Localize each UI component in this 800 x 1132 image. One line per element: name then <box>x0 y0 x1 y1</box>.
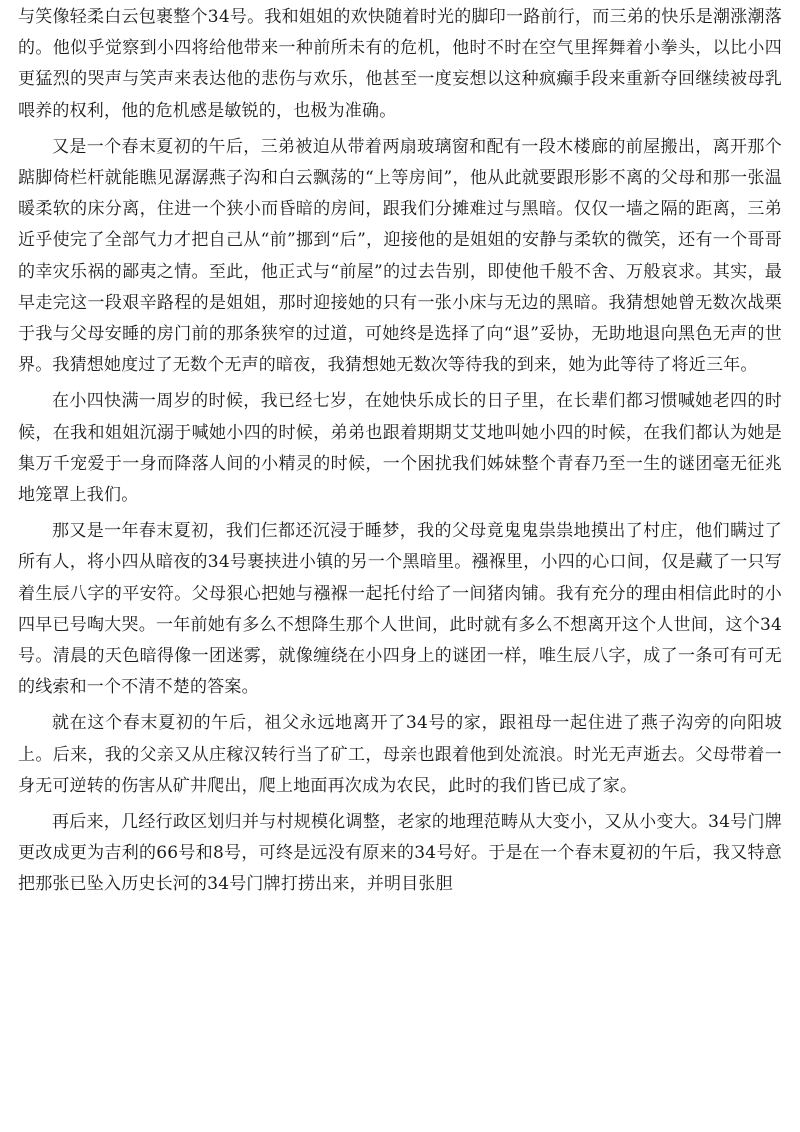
paragraph-5: 就在这个春末夏初的午后，祖父永远地离开了34号的家，跟祖母一起住进了燕子沟旁的向阳坡上。后来，我的父亲又从庄稼汉转行当了矿工，母亲也跟着他到处流浪。时光无声逝去。父母带着一身无可逆转的伤害从矿井爬出，爬上地面再次成为农民，此时的我们皆已成了家。 <box>18 713 782 796</box>
paragraph-1: 与笑像轻柔白云包裹整个34号。我和姐姐的欢快随着时光的脚印一路前行，而三弟的快乐是潮涨潮落的。他似乎觉察到小四将给他带来一种前所未有的危机，他时不时在空气里挥舞着小拳头，以比小四更猛烈的哭声与笑声来表达他的悲伤与欢乐，他甚至一度妄想以这种疯癫手段来重新夺回继续被母乳喂养的权利，他的危机感是敏锐的，也极为准确。 <box>18 7 782 121</box>
document-page <box>18 2 782 906</box>
paragraph-3: 在小四快满一周岁的时候，我已经七岁，在她快乐成长的日子里，在长辈们都习惯喊她老四的时候，在我和姐姐沉溺于喊她小四的时候，弟弟也跟着期期艾艾地叫她小四的时候，在我们都认为她是集万千宠爱于一身而降落人间的小精灵的时候，一个困扰我们姊妹整个青春乃至一生的谜团毫无征兆地笼罩上我们。 <box>18 391 782 506</box>
paragraph-2: 又是一个春末夏初的午后，三弟被迫从带着两扇玻璃窗和配有一段木楼廊的前屋搬出，离开那个踮脚倚栏杆就能瞧见潺潺燕子沟和白云飘荡的“上等房间”，他从此就要跟形影不离的父母和那一张温暖柔软的床分离，住进一个狭小而昏暗的房间，跟我们分摊难过与黑暗。仅仅一墙之隔的距离，三弟近乎使完了全部气力才把自己从“前”挪到“后”，迎接他的是姐姐的安静与柔软的微笑，还有一个哥哥的幸灾乐祸的鄙夷之情。至此，他正式与“前屋”的过去告别，即使他千般不舍、万般哀求。其实，最早走完这一段艰辛路程的是姐姐，那时迎接她的只有一张小床与无边的黑暗。我猜想她曾无数次战栗于我与父母安睡的房门前的那条狭窄的过道，可她终是选择了向“退”妥协，无助地退向黑色无声的世界。我猜想她度过了无数个无声的暗夜，我猜想她无数次等待我的到来，她为此等待了将近三年。 <box>18 136 782 376</box>
paragraph-6: 再后来，几经行政区划归并与村规模化调整，老家的地理范畴从大变小，又从小变大。34号门牌更改成更为吉利的66号和8号，可终是远没有原来的34号好。于是在一个春末夏初的午后，我又特意把那张已坠入历史长河的34号门牌打捞出来，并明目张胆 <box>18 812 782 895</box>
paragraph-4: 那又是一年春末夏初，我们仨都还沉浸于睡梦，我的父母竟鬼鬼祟祟地摸出了村庄，他们瞒过了所有人，将小四从暗夜的34号裹挟进小镇的另一个黑暗里。襁褓里，小四的心口间，仅是藏了一只写着生辰八字的平安符。父母狠心把她与襁褓一起托付给了一间猪肉铺。我有充分的理由相信此时的小四早已号啕大哭。一年前她有多么不想降生那个人世间，此时就有多么不想离开这个人世间，这个34号。清晨的天色暗得像一团迷雾，就像缠绕在小四身上的谜团一样，唯生辰八字，成了一条可有可无的线索和一个不清不楚的答案。 <box>18 521 782 698</box>
